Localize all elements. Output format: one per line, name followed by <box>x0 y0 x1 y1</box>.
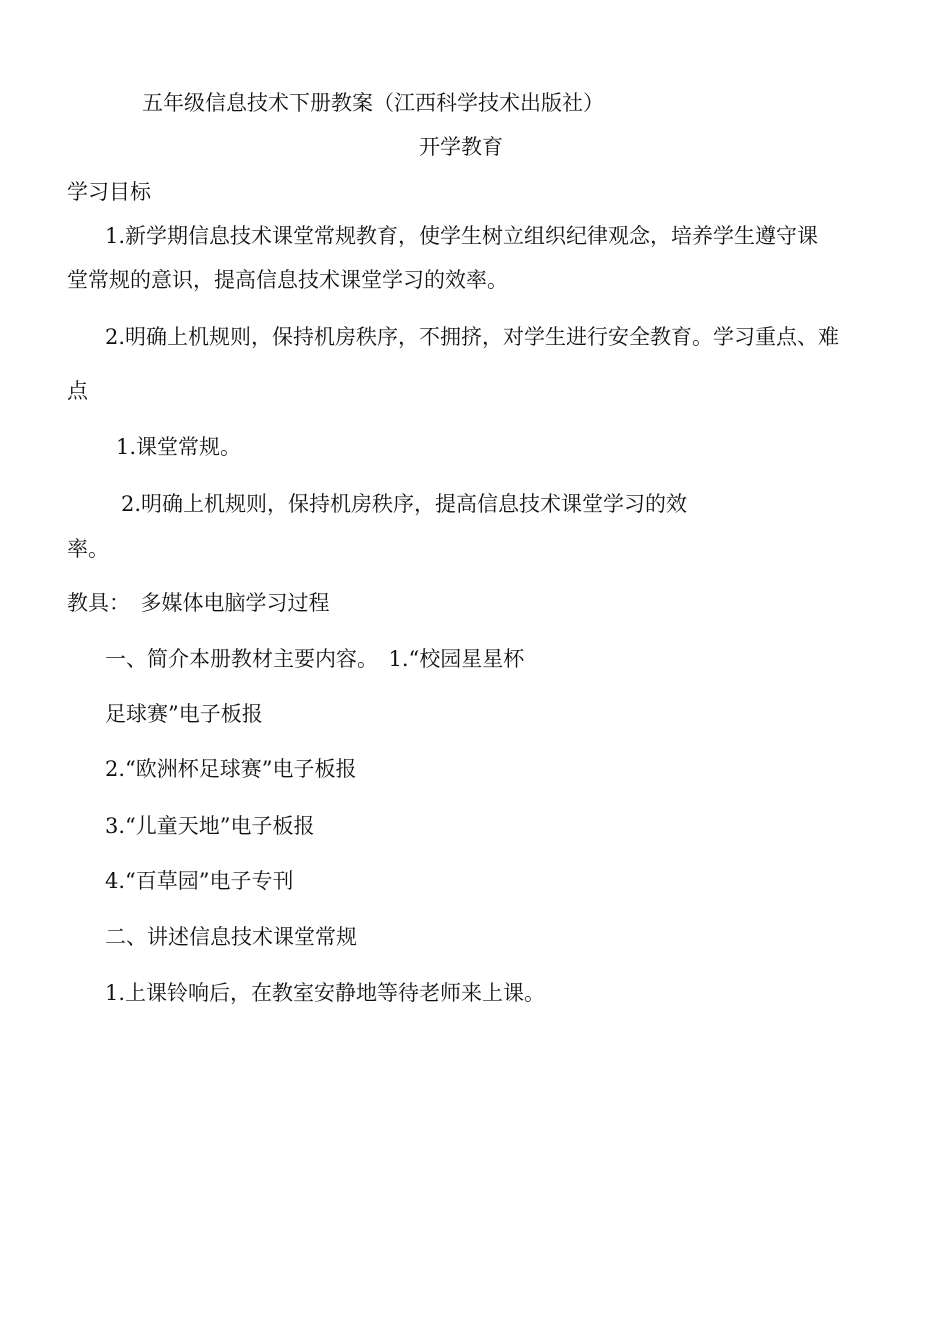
objective-1-line-1: 1.新学期信息技术课堂常规教育，使学生树立组织纪律观念，培养学生遵守课 <box>105 224 819 248</box>
step-1-line-1: 一、简介本册教材主要内容。 1.“校园星星杯 <box>105 647 525 671</box>
step-2: 二、讲述信息技术课堂常规 <box>105 925 357 949</box>
lesson-title: 开学教育 <box>419 135 503 159</box>
teaching-tools: 教具： 多媒体电脑学习过程 <box>67 591 330 615</box>
step-1-line-2: 足球赛”电子板报 <box>105 702 263 726</box>
section-objectives-heading: 学习目标 <box>67 180 151 204</box>
objective-2-line-1: 2.明确上机规则，保持机房秩序，不拥挤，对学生进行安全教育。学习重点、难 <box>105 325 840 349</box>
document-title: 五年级信息技术下册教案（江西科学技术出版社） <box>142 91 604 115</box>
content-item-2: 2.“欧洲杯足球赛”电子板报 <box>105 757 357 781</box>
key-point-1: 1.课堂常规。 <box>116 435 242 459</box>
content-item-3: 3.“儿童天地”电子板报 <box>105 814 315 838</box>
key-point-2-line-2: 率。 <box>67 537 109 561</box>
key-point-2-line-1: 2.明确上机规则，保持机房秩序，提高信息技术课堂学习的效 <box>121 492 688 516</box>
objective-1-line-2: 堂常规的意识，提高信息技术课堂学习的效率。 <box>67 268 508 292</box>
content-item-4: 4.“百草园”电子专刊 <box>105 869 294 893</box>
classroom-rule-1: 1.上课铃响后，在教室安静地等待老师来上课。 <box>105 981 546 1005</box>
objective-2-line-2: 点 <box>67 379 88 403</box>
